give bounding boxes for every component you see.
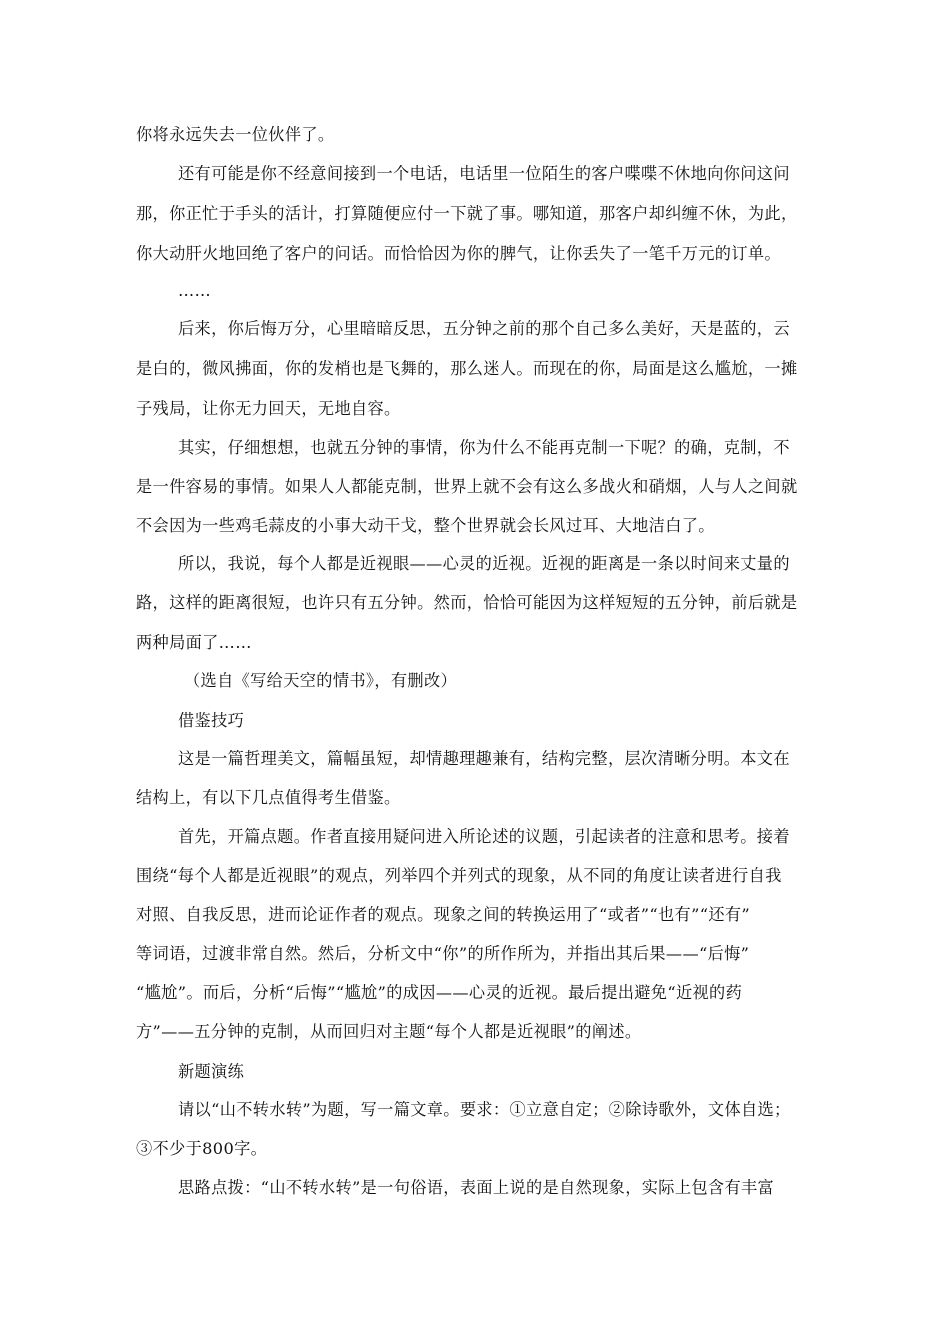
text-line: 思路点拨：“山不转水转”是一句俗语，表面上说的是自然现象，实际上包含有丰富 xyxy=(178,1178,775,1197)
text-line: 是白的，微风拂面，你的发梢也是飞舞的，那么迷人。而现在的你，局面是这么尴尬，一摊 xyxy=(136,359,798,378)
text-line: ③不少于800字。 xyxy=(136,1139,268,1158)
section-heading: 借鉴技巧 xyxy=(178,711,245,730)
ellipsis-line: …… xyxy=(178,281,212,300)
text-line: 那，你正忙于手头的活计，打算随便应付一下就了事。哪知道，那客户却纠缠不休，为此， xyxy=(136,204,798,223)
text-line: 不会因为一些鸡毛蒜皮的小事大动干戈，整个世界就会长风过耳、大地洁白了。 xyxy=(136,516,715,535)
text-line: 结构上，有以下几点值得考生借鉴。 xyxy=(136,788,401,807)
text-line: 请以“山不转水转”为题，写一篇文章。要求：①立意自定；②除诗歌外，文体自选； xyxy=(178,1100,791,1119)
text-line: 子残局，让你无力回天，无地自容。 xyxy=(136,399,401,418)
text-line: 两种局面了…… xyxy=(136,633,252,652)
section-heading: 新题演练 xyxy=(178,1062,245,1081)
text-line: 你大动肝火地回绝了客户的问话。而恰恰因为你的脾气，让你丢失了一笔千万元的订单。 xyxy=(136,244,781,263)
text-line: 其实，仔细想想，也就五分钟的事情，你为什么不能再克制一下呢？的确，克制，不 xyxy=(178,438,790,457)
text-line: 等词语，过渡非常自然。然后，分析文中“你”的所作所为，并指出其后果——“后悔” xyxy=(136,944,750,963)
text-line: 路，这样的距离很短，也许只有五分钟。然而，恰恰可能因为这样短短的五分钟，前后就是 xyxy=(136,593,798,612)
source-citation: （选自《写给天空的情书》，有删改） xyxy=(184,671,458,690)
text-line: 围绕“每个人都是近视眼”的观点，列举四个并列式的现象，从不同的角度让读者进行自我 xyxy=(136,866,782,885)
text-line: 后来，你后悔万分，心里暗暗反思，五分钟之前的那个自己多么美好，天是蓝的，云 xyxy=(178,319,790,338)
text-line: “尴尬”。而后，分析“后悔”“尴尬”的成因——心灵的近视。最后提出避免“近视的药 xyxy=(136,983,743,1002)
text-line: 还有可能是你不经意间接到一个电话，电话里一位陌生的客户喋喋不休地向你问这问 xyxy=(178,164,790,183)
text-line: 对照、自我反思，进而论证作者的观点。现象之间的转换运用了“或者”“也有”“还有” xyxy=(136,905,751,924)
text-line: 你将永远失去一位伙伴了。 xyxy=(136,125,335,144)
text-line: 所以，我说，每个人都是近视眼——心灵的近视。近视的距离是一条以时间来丈量的 xyxy=(178,554,790,573)
text-line: 方”——五分钟的克制，从而回归对主题“每个人都是近视眼”的阐述。 xyxy=(136,1022,642,1041)
text-line: 这是一篇哲理美文，篇幅虽短，却情趣理趣兼有，结构完整，层次清晰分明。本文在 xyxy=(178,749,790,768)
text-line: 是一件容易的事情。如果人人都能克制，世界上就不会有这么多战火和硝烟，人与人之间就 xyxy=(136,477,798,496)
text-line: 首先，开篇点题。作者直接用疑问进入所论述的议题，引起读者的注意和思考。接着 xyxy=(178,827,790,846)
